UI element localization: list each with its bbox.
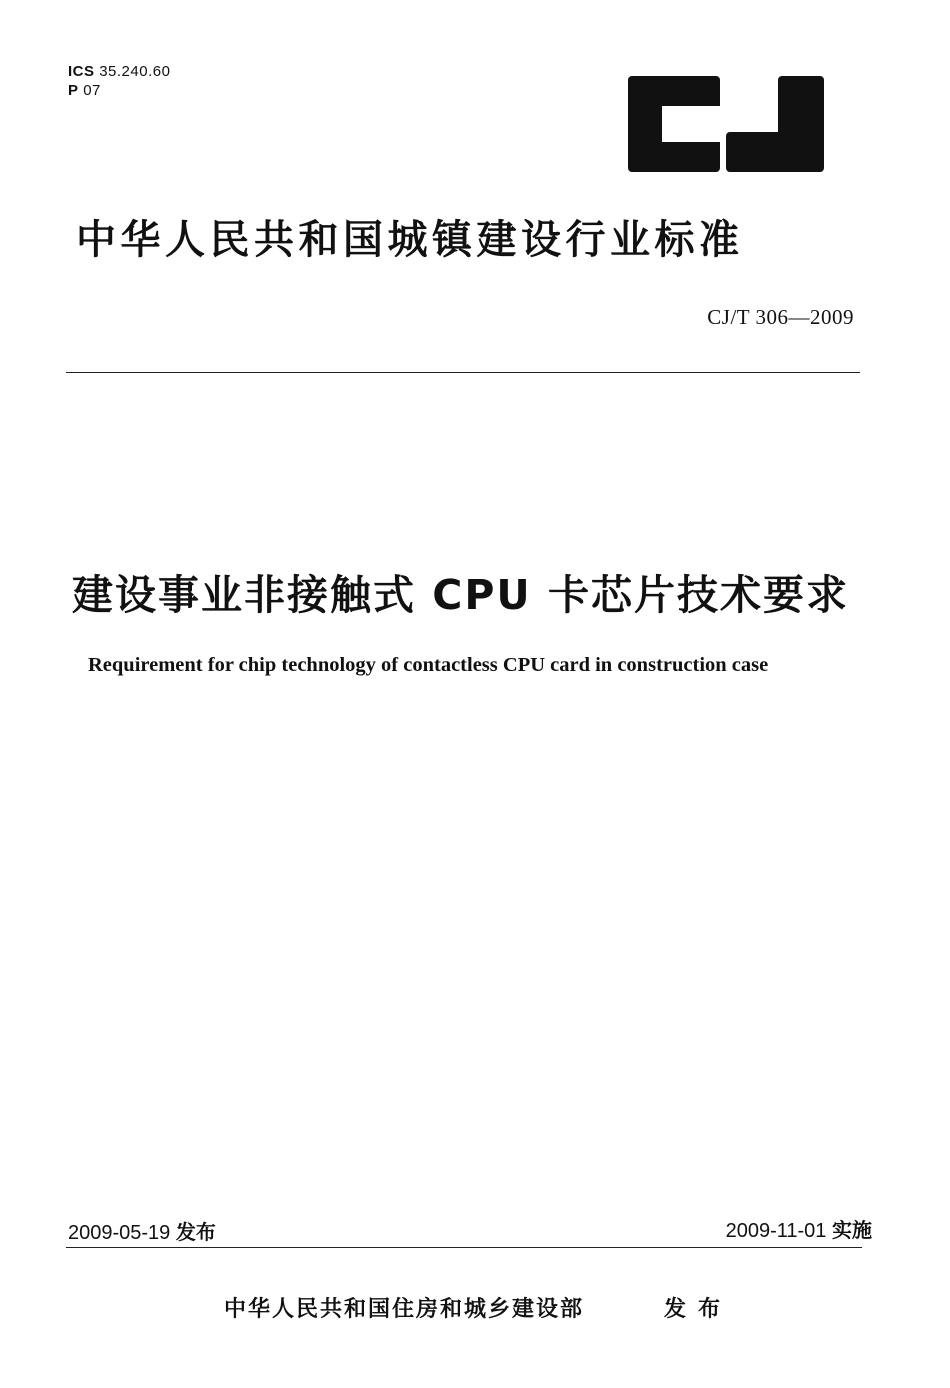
ics-line (68, 62, 170, 81)
classification-block (68, 62, 170, 100)
bottom-divider (66, 1247, 862, 1248)
issuing-authority: 中华人民共和国住房和城乡建设部 (224, 1297, 585, 1322)
ccs-prefix: P (68, 82, 79, 99)
issuing-action: 发布 (664, 1297, 733, 1322)
issue-label: 发布 (175, 1222, 216, 1244)
ccs-line (68, 81, 170, 100)
ccs-code: 07 (83, 82, 101, 99)
document-title-english: Requirement for chip technology of contactless CPU card in construction case (88, 654, 769, 676)
implementation-date-line (726, 1214, 872, 1243)
issue-date: 2009-05-19 (68, 1222, 171, 1244)
standard-number: CJ/T 306—2009 (707, 305, 854, 329)
implementation-date: 2009-11-01 (725, 1220, 827, 1242)
issue-date-line (68, 1216, 216, 1245)
standard-category-title: 中华人民共和国城镇建设行业标准 (76, 217, 744, 263)
top-divider (66, 372, 860, 373)
document-title-chinese: 建设事业非接触式 CPU 卡芯片技术要求 (72, 571, 849, 619)
implementation-label: 实施 (832, 1220, 872, 1242)
ics-code: 35.240.60 (99, 63, 171, 80)
cj-logo (628, 76, 824, 172)
ics-prefix: ICS (68, 63, 95, 80)
